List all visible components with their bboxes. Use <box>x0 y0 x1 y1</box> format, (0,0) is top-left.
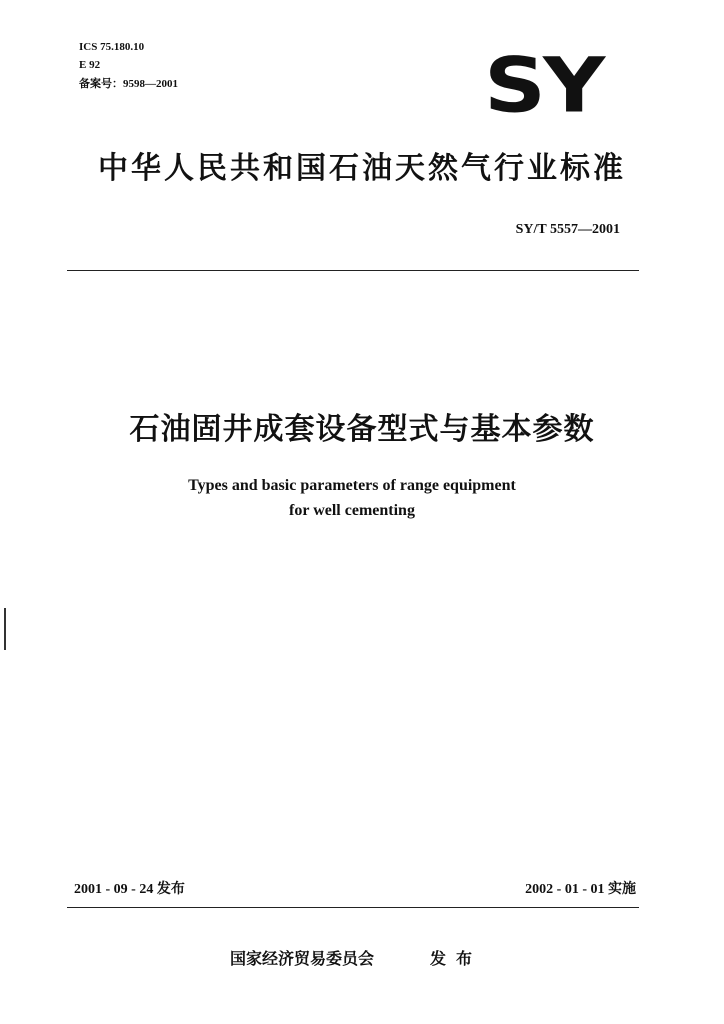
standard-number: SY/T 5557—2001 <box>515 222 620 237</box>
issue-date: 2001 - 09 - 24 发布 <box>74 882 185 897</box>
top-divider <box>67 270 639 271</box>
ics-code: ICS 75.180.10 <box>79 41 145 53</box>
document-title-en-line1: Types and basic parameters of range equipment <box>188 477 516 494</box>
publisher-name: 国家经济贸易委员会 <box>230 949 375 968</box>
implementation-date: 2002 - 01 - 01 实施 <box>525 882 636 897</box>
document-title-en-line2: for well cementing <box>289 502 415 519</box>
document-title-zh: 石油固井成套设备型式与基本参数 <box>129 412 595 447</box>
record-number: 备案号：9598—2001 <box>79 78 178 90</box>
classification-code: E 92 <box>79 59 101 71</box>
publish-label: 发布 <box>430 949 483 968</box>
bottom-divider <box>67 907 639 908</box>
scan-edge-mark <box>4 608 6 650</box>
standard-category-title: 中华人民共和国石油天然气行业标准 <box>98 151 626 186</box>
sy-logo: SY <box>484 41 603 130</box>
